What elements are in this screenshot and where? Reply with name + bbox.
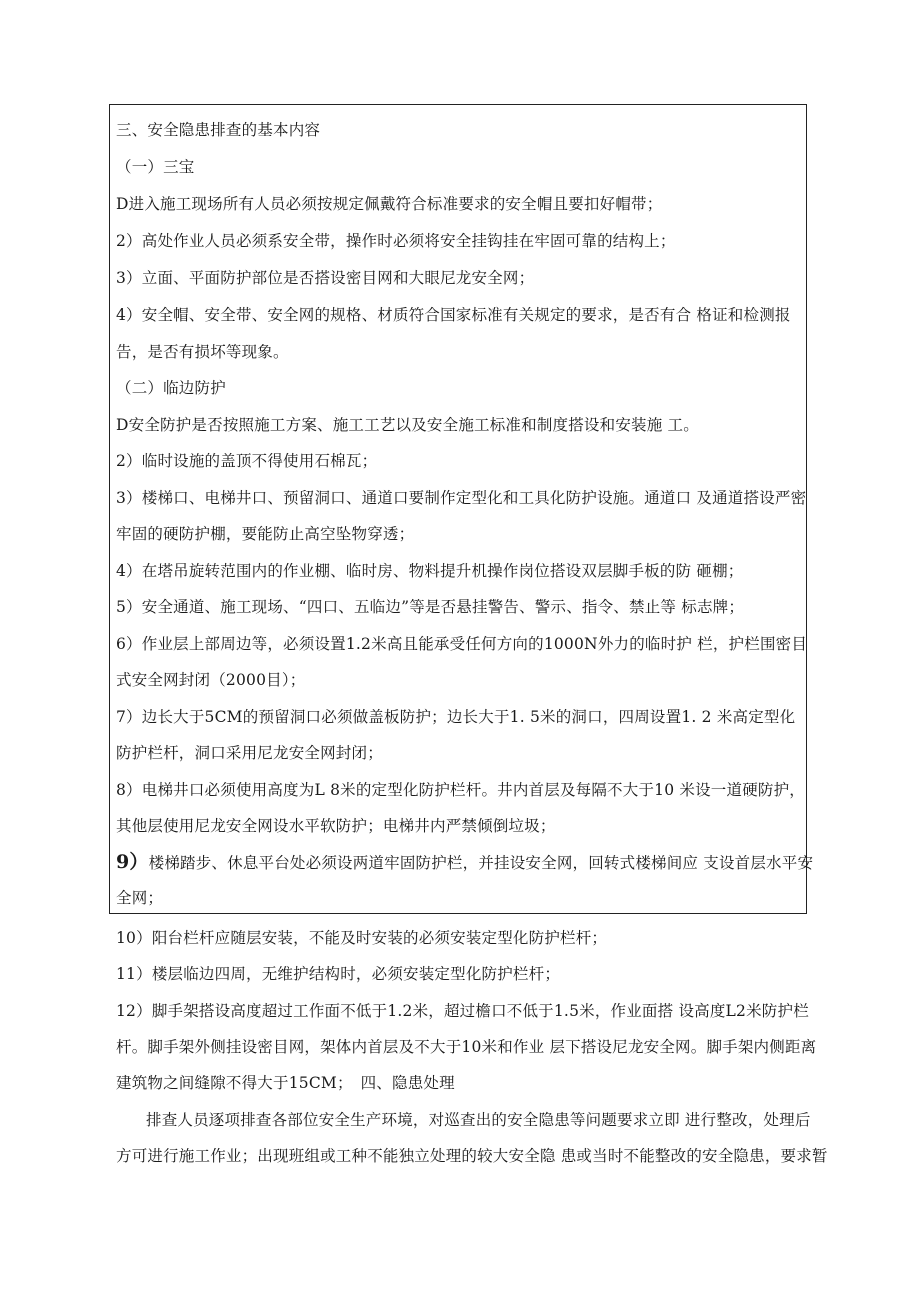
text-line: 12）脚手架搭设高度超过工作面不低于1.2米，超过檐口不低于1.5米，作业面搭 设高度L2米防护栏 xyxy=(116,1002,809,1020)
section-heading: 三、安全隐患排查的基本内容 xyxy=(116,121,321,139)
text-line: D进入施工现场所有人员必须按规定佩戴符合标准要求的安全帽且要扣好帽带； xyxy=(116,195,663,213)
text-line: 3）楼梯口、电梯井口、预留洞口、通道口要制作定型化和工具化防护设施。通道口 及通道搭设严密 xyxy=(116,489,807,507)
text-line: 全网； xyxy=(116,889,164,907)
text-line-item-9 xyxy=(116,852,813,873)
text-line: 防护栏杆，洞口采用尼龙安全网封闭； xyxy=(116,744,383,762)
paragraph-line: 排查人员逐项排查各部位安全生产环境，对巡查出的安全隐患等问题要求立即 进行整改，处理后 xyxy=(146,1111,811,1129)
text-line: 3）立面、平面防护部位是否搭设密目网和大眼尼龙安全网； xyxy=(116,269,535,287)
text-line: 6）作业层上部周边等，必须设置1.2米高且能承受任何方向的1000N外力的临时护 栏，护栏围密目 xyxy=(116,635,808,653)
text-line: 5）安全通道、施工现场、“四口、五临边”等是否悬挂警告、警示、指令、禁止等 标志牌； xyxy=(116,598,745,616)
text-line: 8）电梯井口必须使用高度为L 8米的定型化防护栏杆。井内首层及每隔不大于10 米设一道硬防护， xyxy=(116,781,805,799)
text-line: 式安全网封闭（2000目）； xyxy=(116,671,306,689)
paragraph-line: 方可进行施工作业；出现班组或工种不能独立处理的较大安全隐 患或当时不能整改的安全隐患，要求暂 xyxy=(116,1147,828,1165)
item-9-number: 9） xyxy=(116,851,149,873)
subsection-heading: （二）临边防护 xyxy=(116,379,226,397)
text-line: 7）边长大于5CM的预留洞口必须做盖板防护；边长大于1. 5米的洞口，四周设置1. 2 米高定型化 xyxy=(116,708,796,726)
text-line: 4）在塔吊旋转范围内的作业棚、临时房、物料提升机操作岗位搭设双层脚手板的防 砸棚； xyxy=(116,562,744,580)
text-line: 其他层使用尼龙安全网设水平软防护；电梯井内严禁倾倒垃圾； xyxy=(116,817,556,835)
text-line: 牢固的硬防护棚，要能防止高空坠物穿透； xyxy=(116,525,415,543)
item-9-text: 楼梯踏步、休息平台处必须设两道牢固防护栏，并挂设安全网，回转式楼梯间应 支设首层水平安 xyxy=(148,854,814,872)
text-line: 杆。脚手架外侧挂设密目网，架体内首层及不大于10米和作业 层下搭设尼龙安全网。脚手架内侧距离 xyxy=(116,1038,817,1056)
subsection-heading: （一）三宝 xyxy=(116,158,195,176)
text-line: 10）阳台栏杆应随层安装，不能及时安装的必须安装定型化防护栏杆； xyxy=(116,929,608,947)
text-line: 告，是否有损坏等现象。 xyxy=(116,343,289,361)
text-line: 2）临时设施的盖顶不得使用石棉瓦； xyxy=(116,452,378,470)
text-line: 2）高处作业人员必须系安全带，操作时必须将安全挂钩挂在牢固可靠的结构上； xyxy=(116,232,676,250)
text-line: D安全防护是否按照施工方案、施工工艺以及安全施工标准和制度搭设和安装施 工。 xyxy=(116,416,699,434)
text-line: 建筑物之间缝隙不得大于15CM； 四、隐患处理 xyxy=(116,1074,455,1092)
text-line: 4）安全帽、安全带、安全网的规格、材质符合国家标准有关规定的要求，是否有合 格证和检测报 xyxy=(116,306,791,324)
text-line: 11）楼层临边四周，无维护结构时，必须安装定型化防护栏杆； xyxy=(116,965,561,983)
